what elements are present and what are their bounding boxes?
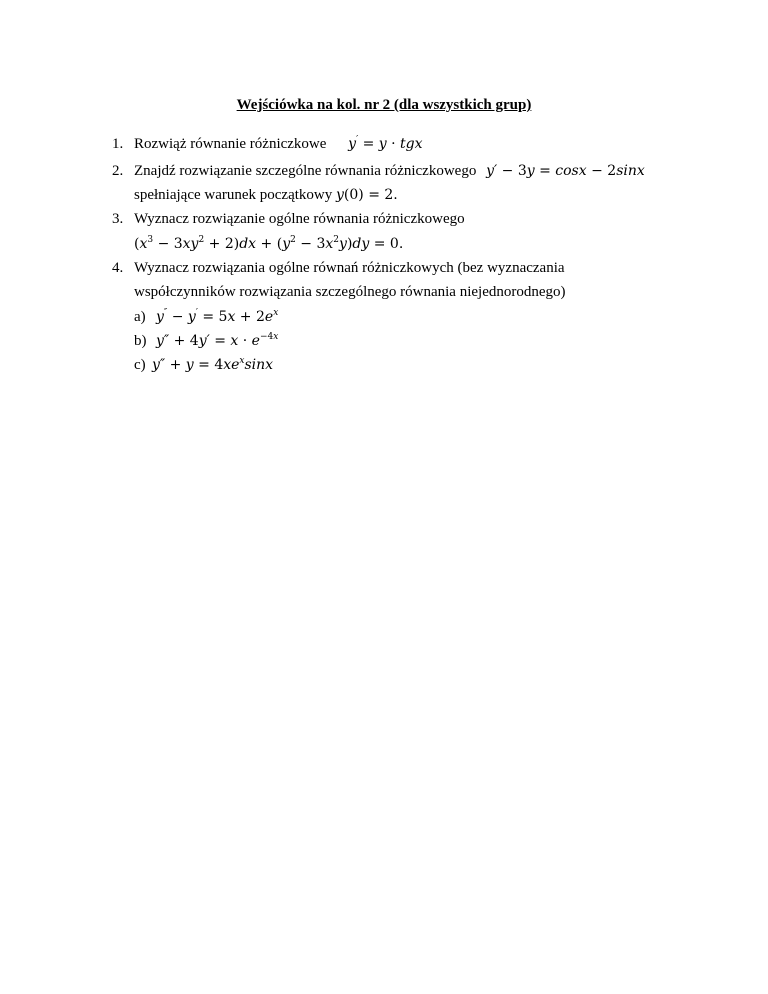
item-2-initial-condition: y(0) = 2. xyxy=(336,187,398,203)
item-1-text xyxy=(134,136,423,153)
item-2-equation: y′ − 3y = cosx − 2sinx xyxy=(486,163,645,179)
subitem-a-equation: $y'' - y' = 5x + 2e^x$ xyxy=(156,308,279,325)
item-2-number: 2. xyxy=(112,163,124,179)
page-title: Wejściówka na kol. nr 2 (dla wszystkich grup) xyxy=(236,97,532,113)
item-4-label-line2: współczynników rozwiązania szczególnego równania niejednorodnego) xyxy=(134,284,566,300)
item-2-label: Znajdź rozwiązanie szczególne równania różniczkowego xyxy=(134,163,477,179)
item-3-equation: $(x^3 - 3xy^2 + 2)dx + (y^2 - 3x^2y)dy = 0$. xyxy=(134,235,404,252)
subitem-c-letter: c) xyxy=(134,357,146,373)
item-1-label: Rozwiąż równanie różniczkowe xyxy=(134,136,327,152)
subitem-b-equation: $y'' + 4y' = x \cdot e^{-4x}$ xyxy=(156,332,279,349)
item-1-number: 1. xyxy=(112,136,124,152)
item-4-label: Wyznacz rozwiązania ogólne równań różniczkowych (bez wyznaczania xyxy=(134,260,565,276)
item-2-continuation xyxy=(134,187,398,204)
item-4-number: 4. xyxy=(112,260,124,276)
item-3-label: Wyznacz rozwiązanie ogólne równania różniczkowego xyxy=(134,211,465,227)
subitem-c-equation: $y'' + y = 4xe^x\sin x$ xyxy=(152,356,274,373)
item-1-equation: y′ = y · tgx xyxy=(348,135,423,152)
item-3-number: 3. xyxy=(112,211,124,227)
item-2-text xyxy=(134,163,645,180)
subitem-a-letter: a) xyxy=(134,309,146,325)
item-2-label-line2: spełniające warunek początkowy xyxy=(134,187,333,203)
subitem-b-letter: b) xyxy=(134,333,147,349)
